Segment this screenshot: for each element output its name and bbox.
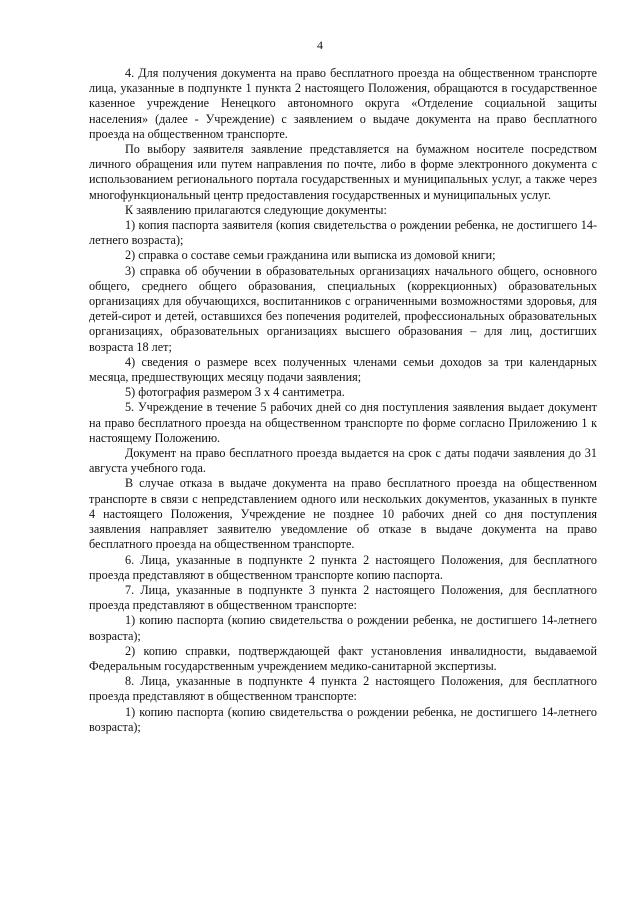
paragraph-14: 1) копию паспорта (копию свидетельства о рождении ребенка, не достигшего 14-летнего возраста);	[89, 613, 597, 643]
paragraph-11: В случае отказа в выдаче документа на право бесплатного проезда на общественном транспорте в связи с непредставлением одного или нескольких документов, указанных в пункте 4 настоящего Положения, Учреждение не позднее 10 рабочих дней со дня поступления заявления направляет заявителю уведомление об отказе в выдаче документа на право бесплатного проезда на общественном транспорте.	[89, 476, 597, 552]
paragraph-13: 7. Лица, указанные в подпункте 3 пункта 2 настоящего Положения, для бесплатного проезда представляют в общественном транспорте:	[89, 582, 597, 613]
page-number: 4	[317, 38, 323, 52]
paragraph-15: 2) копию справки, подтверждающей факт установления инвалидности, выдаваемой Федеральным государственным учреждением медико-санитарной экспертизы.	[89, 643, 597, 673]
paragraph-4: 1) копия паспорта заявителя (копия свидетельства о рождении ребенка, не достигшего 14-летнего возраста);	[89, 218, 597, 248]
paragraph-12: 6. Лица, указанные в подпункте 2 пункта 2 настоящего Положения, для бесплатного проезда представляют в общественном транспорте копию паспорта.	[89, 552, 597, 582]
document-body	[89, 66, 597, 735]
paragraph-9: 5. Учреждение в течение 5 рабочих дней со дня поступления заявления выдает документ на право бесплатного проезда на общественном транспорте по форме согласно Приложению 1 к настоящему Положению.	[89, 400, 597, 445]
paragraph-16: 8. Лица, указанные в подпункте 4 пункта 2 настоящего Положения, для бесплатного проезда представляют в общественном транспорте:	[89, 674, 597, 704]
paragraph-17: 1) копию паспорта (копию свидетельства о рождении ребенка, не достигшего 14-летнего возраста);	[89, 704, 597, 734]
paragraph-10: Документ на право бесплатного проезда выдается на срок с даты подачи заявления до 31 августа учебного года.	[89, 446, 597, 476]
paragraph-7: 4) сведения о размере всех полученных членами семьи доходов за три календарных месяца, предшествующих месяцу подачи заявления;	[89, 354, 597, 385]
paragraph-8: 5) фотография размером 3 х 4 сантиметра.	[125, 385, 345, 400]
paragraph-6: 3) справка об обучении в образовательных организациях начального общего, основного общего, среднего общего образования, специальных (коррекционных) образовательных организациях для обучающихся, воспитанников с ограниченными возможностями здоровья, для детей-сирот и детей, оставшихся без попечения родителей, профессиональных образовательных организациях, образовательных организациях высшего образования – для лиц, достигших возраста 18 лет;	[89, 263, 597, 354]
paragraph-2: По выбору заявителя заявление представляется на бумажном носителе посредством личного обращения или путем направления по почте, либо в форме электронного документа с использованием регионального портала государственных и муниципальных услуг, а также через многофункциональный центр предоставления государственных и муниципальных услуг.	[89, 142, 597, 202]
paragraph-3: К заявлению прилагаются следующие документы:	[125, 202, 387, 217]
paragraph-1: 4. Для получения документа на право бесплатного проезда на общественном транспорте лица, указанные в подпункте 1 пункта 2 настоящего Положения, обращаются в государственное казенное учреждение Ненецкого автономного округа «Отделение социальной защиты населения» (далее - Учреждение) с заявлением о выдаче документа на право бесплатного проезда на общественном транспорте.	[89, 66, 597, 141]
paragraph-5: 2) справка о составе семьи гражданина или выписка из домовой книги;	[125, 248, 496, 263]
